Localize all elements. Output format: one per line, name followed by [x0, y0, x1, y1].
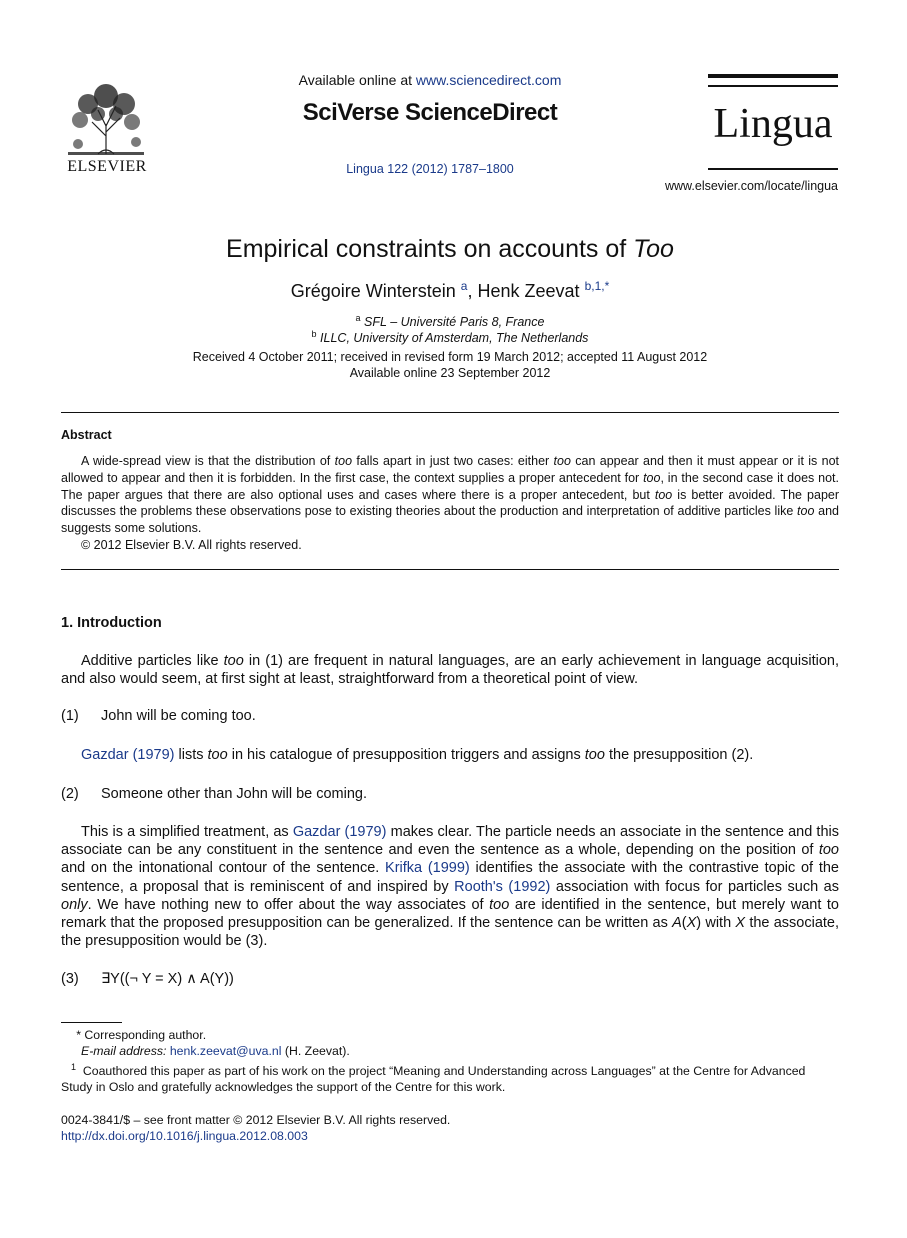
journal-citation[interactable]: Lingua 122 (2012) 1787–1800	[346, 162, 514, 176]
section-heading: 1. Introduction	[61, 615, 162, 631]
example-2	[61, 786, 367, 802]
journal-url[interactable]: www.elsevier.com/locate/lingua	[665, 179, 838, 193]
citation-gazdar[interactable]: Gazdar (1979)	[81, 747, 175, 763]
rule-top	[61, 412, 839, 413]
issn-line: 0024-3841/$ – see front matter © 2012 Elsevier B.V. All rights reserved.	[61, 1113, 451, 1127]
email-link[interactable]: henk.zeevat@uva.nl	[169, 1044, 282, 1058]
citation-krifka[interactable]: Krifka (1999)	[385, 860, 470, 877]
author-separator: ,	[467, 281, 478, 301]
affil-a-mark: a	[355, 313, 361, 323]
author-2-affil[interactable]: b,1,*	[584, 279, 610, 293]
article-title	[0, 235, 900, 264]
abstract-body	[61, 453, 839, 554]
citation-rooth[interactable]: Rooth's (1992)	[454, 878, 551, 895]
publisher-wordmark: ELSEVIER	[67, 158, 147, 175]
corr-mark: *	[76, 1028, 81, 1042]
example-3-formula: ∃Y((¬ Y = X) ∧ A(Y))	[101, 971, 234, 987]
example-2-number: (2)	[61, 786, 79, 802]
citation-gazdar-2[interactable]: Gazdar (1979)	[292, 824, 387, 840]
paragraph-2: Gazdar (1979) lists too in his catalogue of presupposition triggers and assigns too the presupposition (2).	[81, 747, 754, 763]
author-1-affil[interactable]: a	[460, 279, 468, 293]
author-1: Grégoire Winterstein	[290, 281, 456, 301]
affiliation-a	[0, 313, 900, 329]
rule-bottom	[61, 569, 839, 570]
affil-a-text: SFL – Université Paris 8, France	[364, 315, 545, 330]
platform-logo: SciVerse ScienceDirect	[302, 99, 558, 126]
doi-link[interactable]: http://dx.doi.org/10.1016/j.lingua.2012.08.003	[61, 1129, 308, 1143]
example-1	[61, 708, 256, 724]
received-dates: Received 4 October 2011; received in revised form 19 March 2012; accepted 11 August 2012	[192, 350, 708, 364]
footnote-rule	[61, 1022, 122, 1023]
author-list	[0, 279, 900, 302]
paragraph-1: Additive particles like too in (1) are frequent in natural languages, are an early achievement in language acquisition, and also would seem, at first sight at least, straightforward from a theoretical point of view.	[61, 653, 839, 688]
example-2-text: Someone other than John will be coming.	[101, 786, 367, 802]
available-prefix: Available online at	[298, 72, 416, 88]
journal-name: Lingua	[713, 101, 833, 147]
example-1-number: (1)	[61, 708, 79, 724]
affil-b-text: ILLC, University of Amsterdam, The Netherlands	[320, 331, 589, 346]
abstract-text: A wide-spread view is that the distribution of too falls apart in just two cases: either too can appear and then it must appear or it is not allowed to appear and then it is forbidden. In the first case, the context supplies a proper antecedent for too, in the second case it does not. The paper argues that there are also optional uses and cases where there is a proper antecedent, but too is better avoided. The paper discusses the problems these observations pose to existing theories about the production and interpretation of additive particles like too and suggests some solutions.	[61, 454, 840, 536]
title-text: Empirical constraints on accounts of	[226, 235, 634, 263]
corr-text: Corresponding author.	[84, 1028, 207, 1042]
example-3-number: (3)	[61, 971, 79, 987]
title-italic: Too	[633, 235, 674, 263]
abstract-copyright: © 2012 Elsevier B.V. All rights reserved.	[81, 537, 302, 552]
email-suffix: (H. Zeevat).	[281, 1044, 350, 1058]
paragraph-3: This is a simplified treatment, as Gazdar (1979) makes clear. The particle needs an associate in the sentence and this associate can be any constituent in the sentence and even the sentence as a whole, depending on the position of too and on the intonational contour of the sentence. Krifka (1999) identifies the associate with the contrastive topic of the sentence, a proposal that is reminiscent of and inspired by Rooth's (1992) association with focus for particles such as only. We have nothing new to offer about the way associates of too are identified in the sentence, but merely want to remark that the proposed presupposition can be generalized. If the sentence can be written as A(X) with X the associate, the presupposition would be (3).	[61, 824, 840, 950]
footnote-corresponding	[61, 1027, 839, 1043]
journal-logo	[708, 74, 838, 176]
author-2: Henk Zeevat	[477, 281, 580, 301]
footnote-1	[61, 1059, 839, 1096]
sciencedirect-link[interactable]: www.sciencedirect.com	[415, 72, 562, 88]
affiliation-b	[0, 329, 900, 345]
fn1-text: Coauthored this paper as part of his work on the project “Meaning and Understanding across Languages” at the Centre for Advanced Study in Oslo and gratefully acknowledges the support of the Centre for this work.	[61, 1064, 806, 1095]
abstract-heading: Abstract	[61, 428, 112, 442]
example-3	[61, 971, 234, 987]
affil-b-mark: b	[311, 329, 317, 339]
email-label: E-mail address:	[81, 1044, 170, 1058]
footnote-email	[81, 1043, 839, 1059]
fn1-mark: 1	[71, 1062, 77, 1072]
available-online-date: Available online 23 September 2012	[349, 366, 551, 380]
example-1-text: John will be coming too.	[101, 708, 256, 724]
